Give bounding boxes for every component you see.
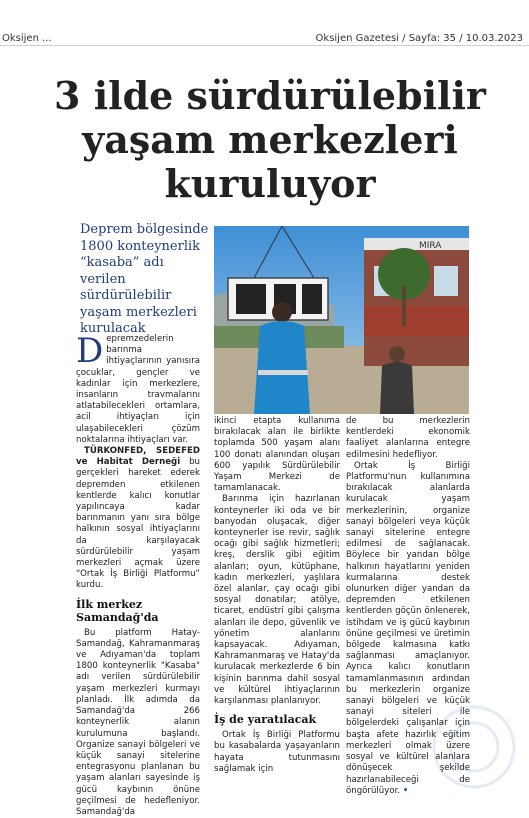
intro-paragraph	[76, 331, 200, 446]
section-title-samandag: İlk merkez Samandağ'da	[76, 597, 159, 624]
building-roof	[364, 238, 469, 250]
man-jacket	[380, 362, 414, 414]
man-head	[389, 346, 405, 362]
headline-line-3: kuruluyor	[164, 161, 376, 206]
paragraph: de bu merkezlerin kentlerdeki ekonomik faaliyet alanlarına entegre edilmesini hedefliyor.	[346, 416, 470, 460]
headline-line-2: yaşam merkezleri	[82, 117, 458, 162]
paragraph-text: bu gerçekleri hareket ederek depremden etkilenen kentlerde kalıcı konutlar yapılıncaya kadar barınmanın yanı sıra bölge halkının sosyal ihtiyaçlarını da karşılayacak sürdürülebilir yaşam merkezleri açmak üzere “Ortak İş Birliği Platformu” kurdu.	[76, 457, 201, 591]
drop-cap: D	[76, 331, 104, 371]
container-opening	[236, 284, 266, 314]
paragraph: ikinci etapta kullanıma bırakılacak alan ile birlikte toplamda 500 yaşam alanı 100 donatı alanından oluşan 600 yapılık Sürdürülebilir Yaşam Merkezi de tamamlanacak.	[214, 416, 340, 494]
section-title-jobs: İş de yaratılacak	[214, 713, 317, 727]
palm-trunk	[402, 286, 406, 326]
paragraph: Ortak İş Birliği Platformu bu kasabalarda yaşayanların hayata tutunmasını sağlamak için	[214, 730, 340, 774]
worker-jacket	[254, 321, 310, 414]
article-headline	[40, 74, 500, 206]
article-subheadline: Deprem bölgesinde 1800 konteynerlik “kasaba” adı verilen sürdürülebilir yaşam merkezleri kurulacak	[80, 222, 209, 336]
building-sign: MIRA	[419, 241, 442, 251]
photo-illustration	[214, 226, 469, 414]
article-column-1	[76, 331, 201, 818]
paragraph-text: Ortak İş Birliği Platformu'nun kullanımına bırakılacak alanlarda kurulacak yaşam merkezlerinin, organize sanayi bölgeleri veya küçük sanayi sitelerine entegre edilmesi de sağlanacak. Böylece bir yandan bölge halkının hayatlarını yeniden kurmalarına destek olunurken diğer yandan da depremden etkilenen kentlerden göçün önlenerek, istihdam ve iş gücü kaybının önüne geçilmesi ve üretimin bölgede kalmasına katkı sağlanması amaçlanıyor. Ayrıca kalıcı konutların tamamlanmasının ardından bu merkezlerin organize sanayi bölgeleri ve küçük sanayi siteleri ile bölgelerdeki çalışanlar için başta afete hazırlık eğitim merkezleri olmak üzere sosyal ve kültürel alanlara dönüşecek şekilde hazırlanabileceği de öngörülüyor.	[346, 460, 470, 796]
organizations-bold: TÜRKONFED, SEDEFED ve Habitat Derneği	[76, 446, 200, 468]
publication-name: Oksijen ...	[2, 33, 52, 44]
intro-text: epremzedelerin barınma ihtiyaçlarının yanısıra çocuklar, gençler ve kadınlar için merkezlere, insanların travmalarını atlatabilecekleri ortamlara, acil ihtiyaçları için ulaşabilecekleri çözüm noktalarına ihtiyaçları var.	[76, 334, 200, 445]
paragraph: Barınma için hazırlanan konteynerler iki oda ve bir banyodan oluşacak, diğer konteynerler ise revir, sağlık ocağı gibi sağlık hizmetleri; kreş, derslik gibi eğitim alanları; oyun, kütüphane, kadın merkezleri, yaşlılara özel alanlar, çay ocağı gibi sosyal donatılar; atölye, ticaret, endüstri gibi çalışma alanları ile depo, güvenlik ve yönetim alanlarını kapsayacak. Adıyaman, Kahramanmaraş ve Hatay'da kurulacak merkezlerde 6 bin kişinin barınma dahil sosyal ve kültürel ihtiyaçlarının karşılanması planlanıyor.	[214, 494, 340, 707]
wall	[364, 306, 469, 336]
page-header	[0, 0, 529, 46]
worker-head	[272, 302, 292, 322]
end-mark: •	[402, 785, 409, 796]
paragraph: Bu platform Hatay-Samandağ, Kahramanmaraş ve Adıyaman'da toplam 1800 konteynerlik "Kasaba" adı verilen sürdürülebilir yaşam merkezleri kurmayı planladı. İlk adımda da Samandağ'da 266 konteynerlik alanın kurulumuna başlandı. Organize sanayi bölgeleri ve küçük sanayi sitelerine entegrasyonu planlanan bu yaşam alanları sayesinde iş gücü kaybının önüne geçilmesi de hedefleniyor. Samandağ'da	[76, 627, 200, 817]
article-photo	[214, 226, 469, 414]
article-column-2	[214, 416, 340, 775]
paragraph	[76, 446, 200, 592]
issue-info: Oksijen Gazetesi / Sayfa: 35 / 10.03.2023	[315, 33, 523, 44]
container-opening	[302, 284, 322, 314]
reflective-stripe	[258, 370, 308, 375]
window	[434, 266, 458, 296]
headline-line-1: 3 ilde sürdürülebilir	[54, 73, 486, 118]
watermark-logo-icon	[429, 702, 519, 792]
